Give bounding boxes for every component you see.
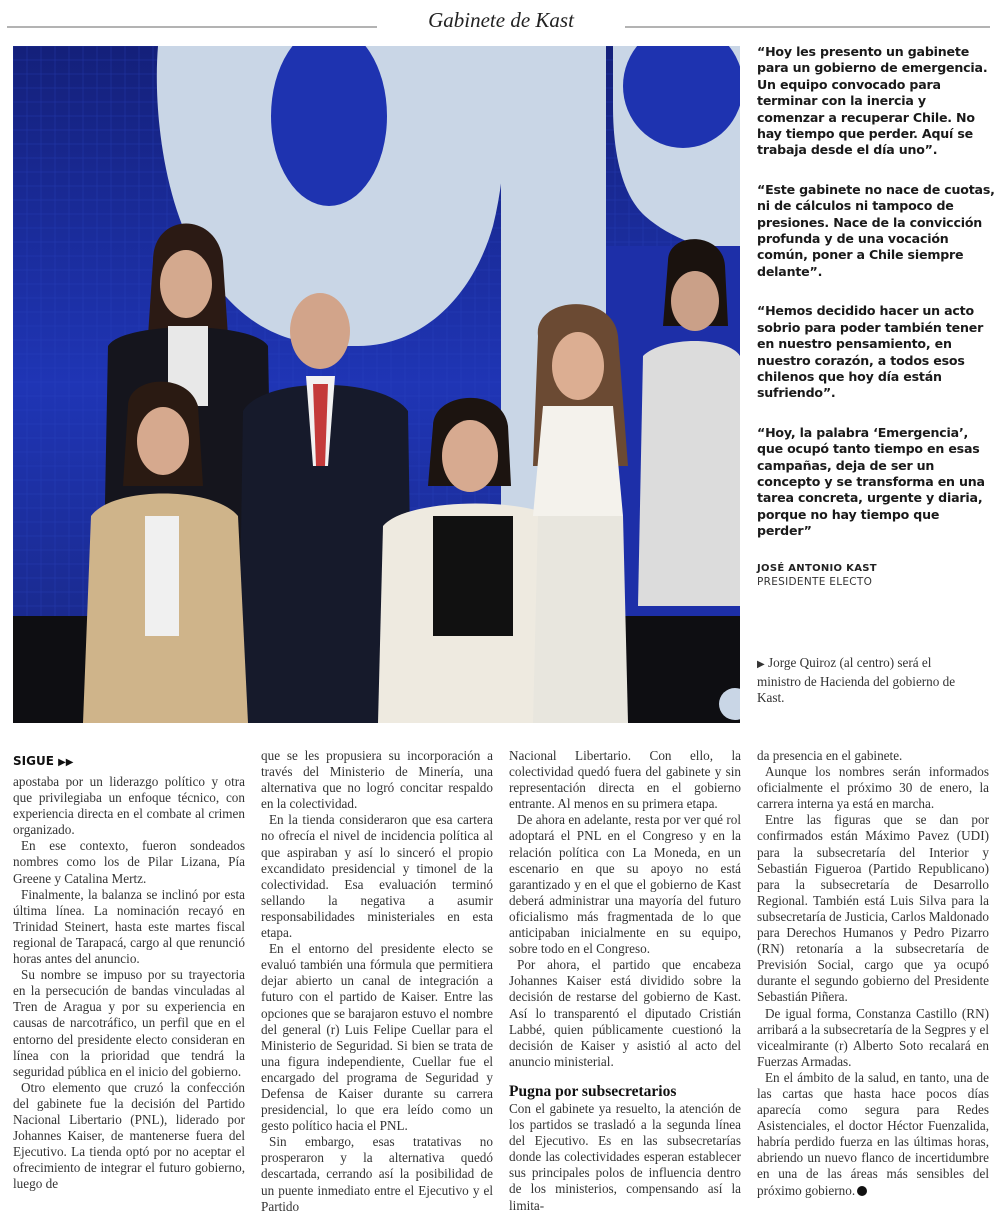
article-paragraph: Por ahora, el partido que encabeza Johannes Kaiser está dividido sobre la decisión de restarse del gobierno de Kast. Así lo transparentó el diputado Cristián Labbé, quien públicamente cuestionó la decisión de Kaiser y asistió al acto del anuncio ministerial. — [509, 957, 741, 1069]
photo-caption — [757, 655, 957, 707]
pull-quote: “Hoy, la palabra ‘Emergencia’, que ocupó tanto tiempo en esas campañas, deja de ser un concepto y se transforma en una tarea concreta, urgente y diaria, porque no hay tiempo que perder” — [757, 424, 985, 539]
article-paragraph: En ese contexto, fueron sondeados nombres como los de Pilar Lizana, Pía Greene y Catalina Mertz. — [13, 838, 245, 886]
article-paragraph: En la tienda consideraron que esa cartera no ofrecía el nivel de incidencia política al que aspiraban y así lo sinceró el propio excandidato presidencial y timonel de la colectividad. Esa evaluación terminó sellando la negativa a asumir responsabilidades ministeriales en esta etapa. — [261, 812, 493, 941]
article-paragraph: En el entorno del presidente electo se evaluó también una fórmula que permitiera dejar abierto un canal de integración a futuro con el partido de Kaiser. Entre las opciones que se barajaron estuvo el nombre del general (r) Luis Felipe Cuellar para el Ministerio de Seguridad. Si bien se trata de una figura independiente, Cuellar fue el encargado del programa de Seguridad y Defensa de Kaiser durante su carrera presidencial, lo que era leído como un gesto político hacia el PNL. — [261, 941, 493, 1134]
section-header — [0, 6, 1000, 36]
pull-quote: “Este gabinete no nace de cuotas, ni de cálculos ni tampoco de presiones. Nace de la convicción profunda y de una vocación común, poner a Chile siempre delante”. — [757, 181, 995, 279]
attribution-name: JOSÉ ANTONIO KAST — [757, 562, 877, 574]
double-triangle-right-icon: ▶▶ — [58, 757, 74, 768]
article-paragraph: Nacional Libertario. Con ello, la colectividad quedó fuera del gabinete y sin representación directa en el gobierno entrante. Al menos en su primera etapa. — [509, 748, 741, 812]
pull-quote: “Hemos decidido hacer un acto sobrio para poder también tener en nuestro pensamiento, en nuestro corazón, a todos esos chilenos que hoy día están sufriendo”. — [757, 303, 984, 401]
article-column-1 — [13, 774, 245, 1192]
article-column-3 — [509, 748, 741, 1214]
section-title: Gabinete de Kast — [428, 8, 574, 32]
article-paragraph: da presencia en el gabinete. — [757, 748, 903, 763]
article-paragraph: Su nombre se impuso por su trayectoria en la persecución de bandas vinculadas al Tren de Aragua y por su experiencia en causas de narcotráfico, un perfil que en el entorno del presidente electo consideran en línea con la prioridad que tendrá la seguridad pública en el inicio del gobierno. — [13, 967, 245, 1079]
stage-photo-illustration — [13, 46, 740, 723]
article-paragraph: De ahora en adelante, resta por ver qué rol adoptará el PNL en el Congreso y en la relación política con La Moneda, en un escenario en que su apoyo no está garantizado y en el que el gobierno de Kast deberá administrar una mayoría del futuro oficialismo más fragmentada de lo que anticipaban inicialmente en su equipo, sobre todo en el Congreso. — [509, 812, 741, 957]
article-paragraph: Finalmente, la balanza se inclinó por esta última línea. La nominación recayó en Trinidad Steinert, hasta este martes fiscal regional de Tarapacá, cargo al que renunció horas antes del anuncio. — [13, 886, 245, 967]
header-rule-left — [7, 26, 377, 28]
quote-attribution — [757, 563, 997, 588]
article-column-4 — [757, 748, 989, 1199]
article-paragraph: Otro elemento que cruzó la confección del gabinete fue la decisión del Partido Nacional Libertario (PNL), liderado por Johannes Kaiser, de mantenerse fuera del Ejecutivo. La tienda optó por no aceptar el ofrecimiento de integrar el futuro gobierno, luego de — [13, 1079, 245, 1192]
end-of-article-icon — [857, 1186, 867, 1196]
article-subheading: Pugna por subsecretarios — [509, 1082, 677, 1100]
article-column-2 — [261, 748, 493, 1215]
article-paragraph: De igual forma, Constanza Castillo (RN) arribará a la subsecretaría de la Segpres y el vicealmirante (r) Alberto Soto recalará en Fuerzas Armadas. — [757, 1005, 989, 1069]
continues-marker — [13, 754, 73, 768]
quotes-sidebar — [757, 44, 997, 588]
article-paragraph: Sin embargo, esas tratativas no prosperaron y la alternativa quedó descartada, cerrando así la posibilidad de un puente inmediato entre el Ejecutivo y el Partido — [261, 1134, 493, 1214]
article-paragraph: Con el gabinete ya resuelto, la atención de los partidos se trasladó a la segunda línea del Ejecutivo. Es en las subsecretarías donde las colectividades esperan establecer sus principales polos de influencia dentro de los ministerios, compensando así la limita- — [509, 1100, 741, 1213]
sigue-label: SIGUE — [13, 754, 54, 768]
article-paragraph: Aunque los nombres serán informados oficialmente el próximo 30 de enero, la carrera interna ya está en marcha. — [757, 764, 989, 812]
article-paragraph-last — [757, 1070, 989, 1199]
caption-text: Jorge Quiroz (al centro) será el ministro de Hacienda del gobierno de Kast. — [757, 655, 956, 706]
article-paragraph: Entre las figuras que se dan por confirmados están Máximo Pavez (UDI) para la subsecretaría del Interior y Sebastián Figueroa (Partido Republicano) para la subsecretaría de Desarrollo Regional. También está Luis Silva para la subsecretaría de Justicia, Carlos Maldonado para Derechos Humanos y Pedro Pizarro (RN) retonaría a la subsecretaría de Previsión Social, cargo que ya ocupó durante el segundo gobierno del Presidente Sebastián Piñera. — [757, 812, 989, 1005]
attribution-role: PRESIDENTE ELECTO — [757, 575, 873, 588]
pull-quote: “Hoy les presento un gabinete para un gobierno de emergencia. Un equipo convocado para terminar con la inercia y comenzar a recuperar Chile. No hay tiempo que perder. Aquí se trabaja desde el día uno”. — [757, 44, 988, 158]
header-rule-right — [625, 26, 990, 28]
article-paragraph: que se les propusiera su incorporación a través del Ministerio de Minería, una alternativa que no logró concitar respaldo en la colectividad. — [261, 748, 493, 812]
cabinet-photo — [13, 46, 740, 723]
article-paragraph-text: En el ámbito de la salud, en tanto, una de las cartas que hasta hace pocos días aparecía como segura para Redes Asistenciales, el doctor Héctor Fuenzalida, habría perdido fuerza en las últimas horas, abriendo un nuevo flanco de incertidumbre en una de las áreas más sensibles del próximo gobierno. — [757, 1069, 989, 1198]
triangle-right-icon: ▶ — [757, 659, 765, 670]
article-paragraph: apostaba por un liderazgo político y otra que privilegiaba un enfoque técnico, con experiencia directa en el combate al crimen organizado. — [13, 774, 245, 838]
